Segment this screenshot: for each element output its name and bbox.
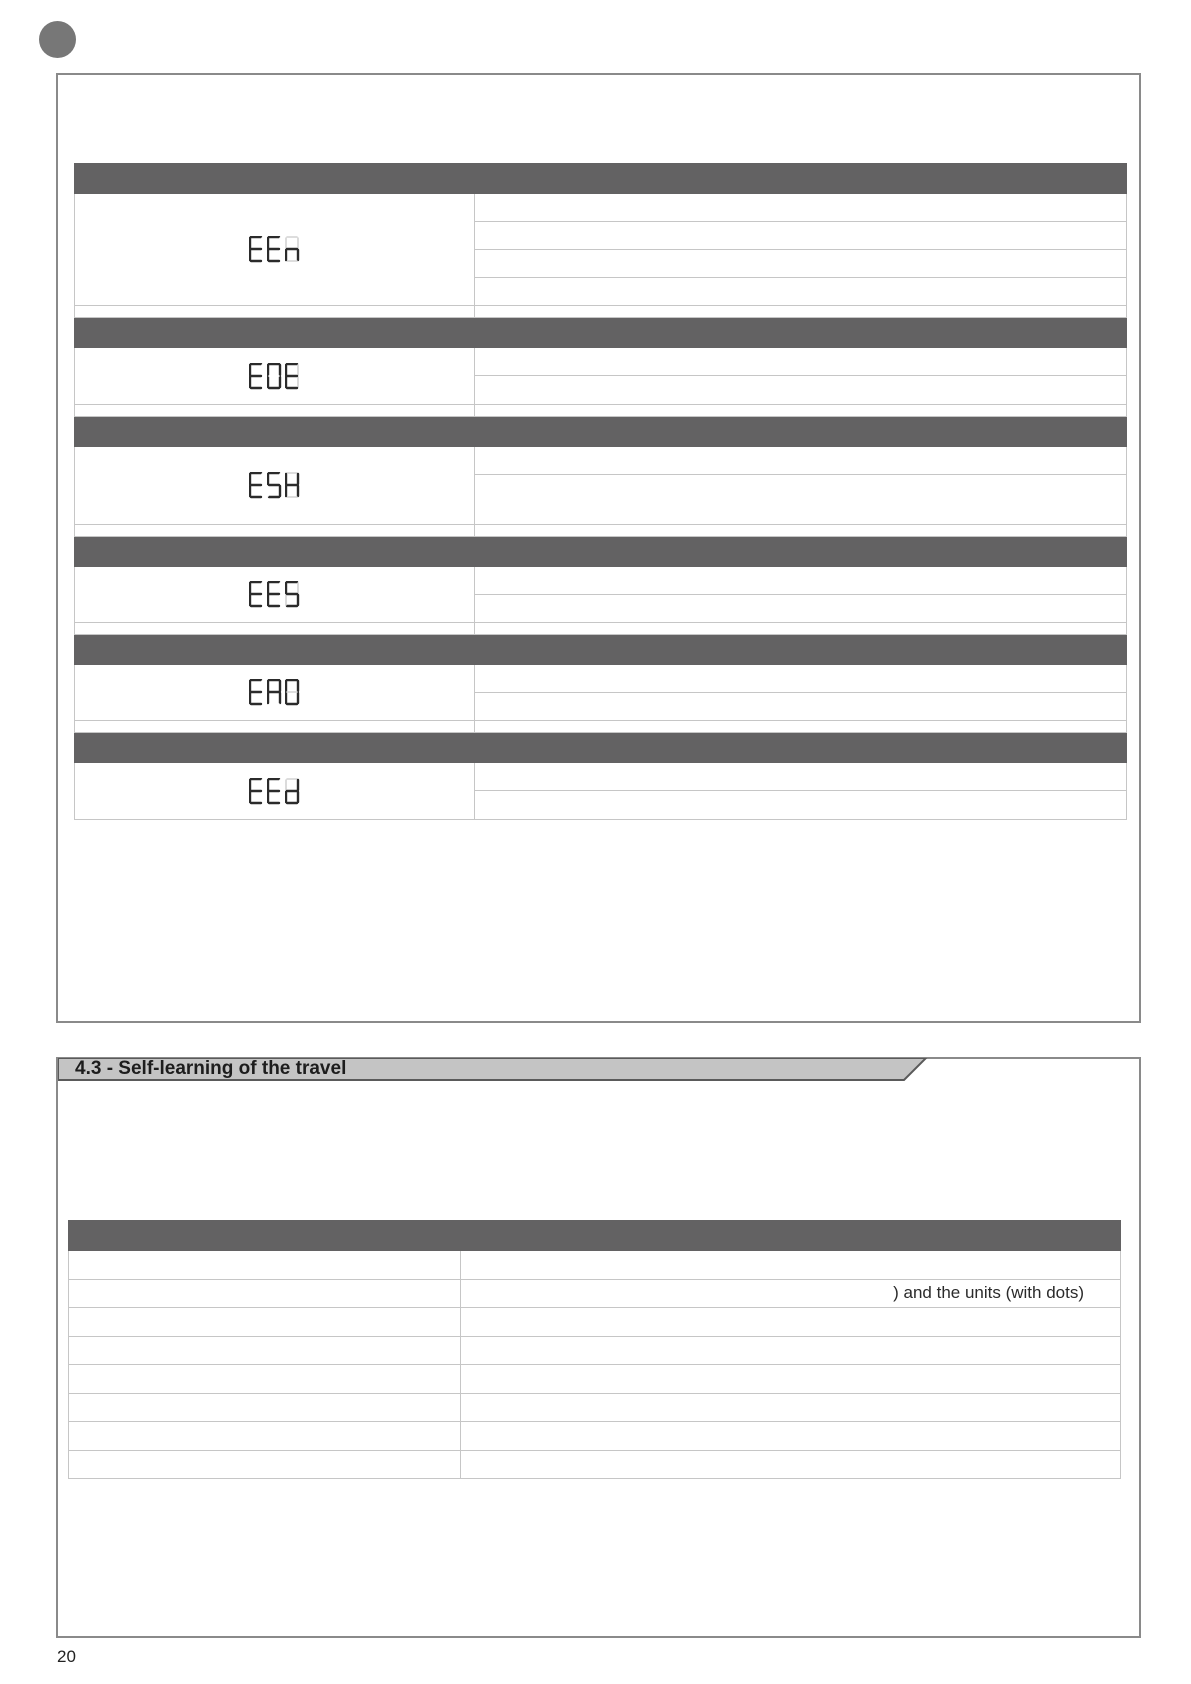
lcd-digit	[267, 236, 282, 263]
lcd-digit	[249, 778, 264, 805]
lcd-digit	[285, 679, 300, 706]
lcd-digit	[285, 778, 300, 805]
table-spacer-row	[75, 405, 1127, 417]
table-row	[75, 447, 1127, 475]
table-spacer-row	[75, 525, 1127, 537]
table-row	[69, 1365, 1121, 1394]
error-code-cell	[75, 567, 475, 623]
table-row	[69, 1279, 1121, 1308]
lcd-digit	[285, 363, 300, 390]
lcd-digit	[249, 472, 264, 499]
table-row	[69, 1422, 1121, 1451]
self-learning-table	[68, 1220, 1121, 1479]
error-code-cell	[75, 665, 475, 721]
table-header-row	[75, 164, 1127, 194]
table-header-row	[75, 537, 1127, 567]
section-title: 4.3 - Self-learning of the travel	[75, 1058, 347, 1079]
table-row	[69, 1393, 1121, 1422]
lcd-digit	[267, 363, 282, 390]
lcd-code-EES	[249, 581, 300, 608]
table-spacer-row	[75, 721, 1127, 733]
lcd-digit	[285, 236, 300, 263]
table-row	[69, 1308, 1121, 1337]
table-row	[75, 763, 1127, 791]
table-row	[69, 1251, 1121, 1280]
lcd-digit	[249, 581, 264, 608]
lcd-code-EEn	[249, 236, 300, 263]
lcd-digit	[267, 581, 282, 608]
section-header	[58, 1058, 928, 1080]
error-code-cell	[75, 348, 475, 405]
units-instruction-text: ) and the units (with dots)	[893, 1283, 1084, 1303]
table-spacer-row	[75, 306, 1127, 318]
lcd-code-EAO	[249, 679, 300, 706]
error-code-cell	[75, 447, 475, 525]
lcd-digit	[285, 581, 300, 608]
table-row	[69, 1450, 1121, 1479]
page-number: 20	[57, 1647, 76, 1666]
lcd-digit	[285, 472, 300, 499]
lcd-code-ESH	[249, 472, 300, 499]
table-header-row	[75, 417, 1127, 447]
lcd-code-EEd	[249, 778, 300, 805]
lcd-digit	[249, 236, 264, 263]
table-row	[75, 194, 1127, 222]
table-header-row	[75, 733, 1127, 763]
table-row	[69, 1336, 1121, 1365]
lcd-digit	[267, 679, 282, 706]
error-code-cell	[75, 194, 475, 306]
table-row	[75, 348, 1127, 376]
lcd-digit	[267, 472, 282, 499]
error-code-cell	[75, 763, 475, 820]
lcd-digit	[249, 679, 264, 706]
error-codes-table	[74, 163, 1127, 820]
lcd-code-EOE	[249, 363, 300, 390]
page-corner-marker	[39, 21, 76, 58]
table-header-row	[69, 1221, 1121, 1251]
table-header-row	[75, 635, 1127, 665]
table-spacer-row	[75, 623, 1127, 635]
table-row	[75, 567, 1127, 595]
lcd-digit	[267, 778, 282, 805]
table-row	[75, 665, 1127, 693]
table-header-row	[75, 318, 1127, 348]
lcd-digit	[249, 363, 264, 390]
